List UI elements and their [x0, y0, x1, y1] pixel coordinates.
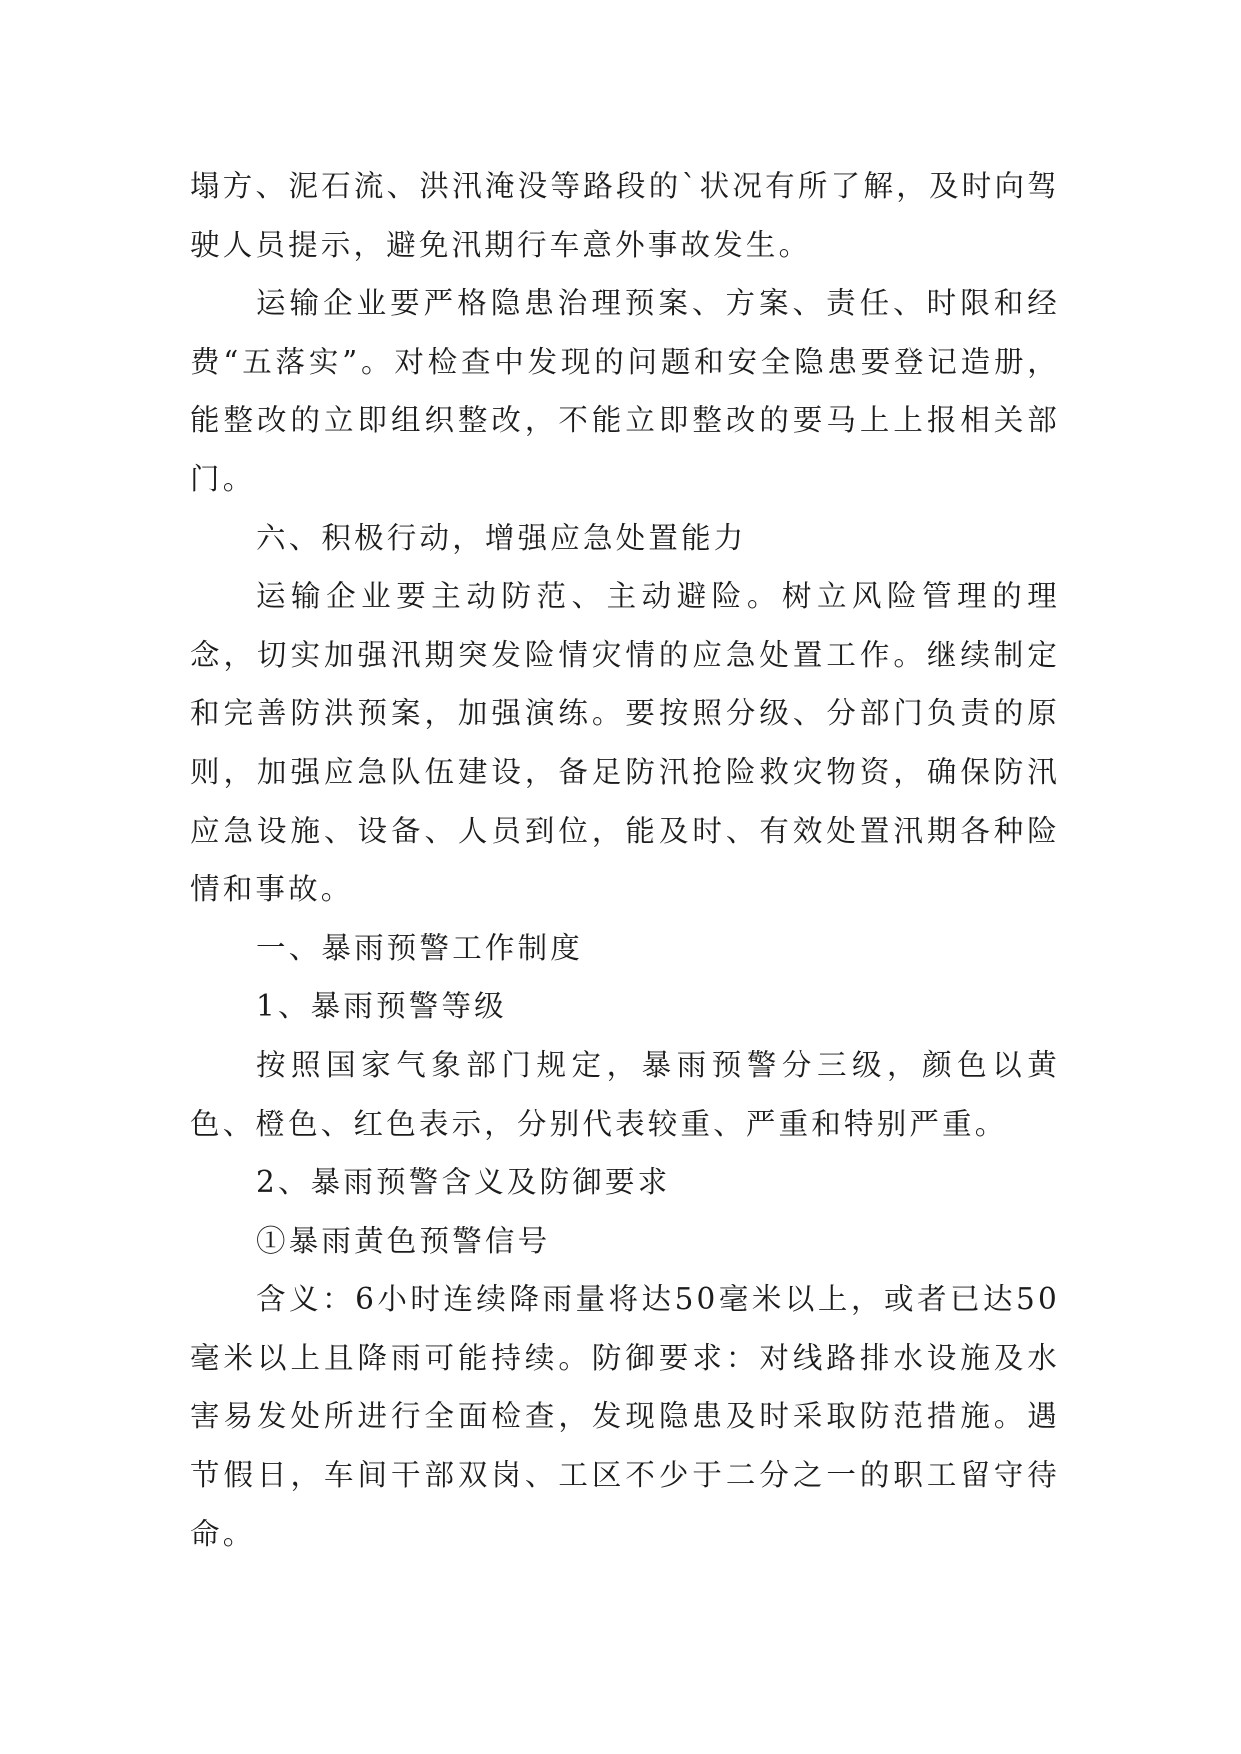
document-body	[190, 157, 1060, 1563]
section-heading-six: 六、积极行动，增强应急处置能力	[256, 520, 747, 555]
paragraph-warning-levels: 按照国家气象部门规定，暴雨预警分三级，颜色以黄色、橙色、红色表示，分别代表较重、严重和特别严重。	[190, 1047, 1060, 1141]
paragraph-emergency-response: 运输企业要主动防范、主动避险。树立风险管理的理念，切实加强汛期突发险情灾情的应急处置工作。继续制定和完善防洪预案，加强演练。要按照分级、分部门负责的原则，加强应急队伍建设，备足防汛抢险救灾物资，确保防汛应急设施、设备、人员到位，能及时、有效处置汛期各种险情和事故。	[190, 579, 1060, 907]
section-heading-rainstorm-system: 一、暴雨预警工作制度	[256, 930, 584, 965]
paragraph-continuation: 塌方、泥石流、洪汛淹没等路段的`状况有所了解，及时向驾驶人员提示，避免汛期行车意外事故发生。	[190, 169, 1060, 262]
paragraph-yellow-signal-meaning: 含义：6小时连续降雨量将达50毫米以上，或者已达50毫米以上且降雨可能持续。防御要求：对线路排水设施及水害易发处所进行全面检查，发现隐患及时采取防范措施。遇节假日，车间干部双岗、工区不少于二分之一的职工留守待命。	[190, 1282, 1060, 1551]
subheading-yellow-signal: ①暴雨黄色预警信号	[256, 1223, 551, 1258]
subheading-warning-meaning: 2、暴雨预警含义及防御要求	[256, 1165, 671, 1200]
subheading-warning-levels: 1、暴雨预警等级	[256, 989, 507, 1024]
paragraph-hazard-rectification: 运输企业要严格隐患治理预案、方案、责任、时限和经费“五落实”。对检查中发现的问题和安全隐患要登记造册，能整改的立即组织整改，不能立即整改的要马上上报相关部门。	[190, 286, 1060, 496]
